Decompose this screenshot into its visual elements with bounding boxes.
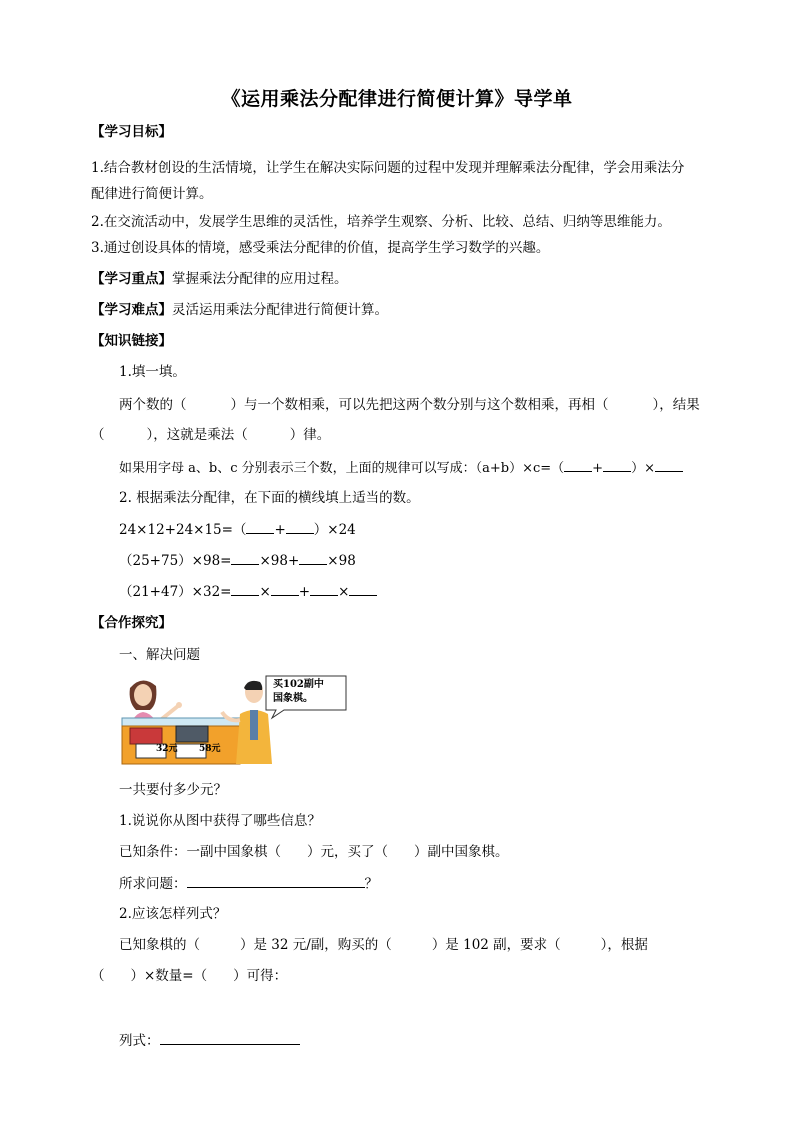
answer-blank[interactable] — [603, 457, 631, 472]
fill-text: ）× — [631, 461, 655, 476]
fill-text: （ — [91, 968, 105, 984]
link-q1-title: 1.填一填。 — [119, 364, 186, 380]
fill-text: 已知象棋的（ — [119, 937, 200, 953]
difficulty-row — [91, 300, 388, 320]
price-tag-1: 32元 — [156, 744, 178, 754]
goal-2: 2.在交流活动中，发展学生思维的灵活性，培养学生观察、分析、比较、总结、归纳等思维能力。 — [91, 214, 671, 230]
fill-text: （ — [91, 427, 105, 443]
fill-text: 已知条件：一副中国象棋（ — [119, 844, 281, 860]
focus-text: 掌握乘法分配律的应用过程。 — [172, 271, 348, 287]
answer-blank[interactable] — [299, 550, 327, 565]
fill-text: （25+75）×98= — [119, 553, 232, 569]
goal-1-line2: 配律进行简便计算。 — [91, 186, 213, 202]
fill-text: ）与一个数相乘，可以先把这两个数分别与这个数相乘，再相（ — [230, 397, 609, 413]
page-title: 《运用乘法分配律进行简便计算》导学单 — [221, 88, 573, 110]
speech-line-2: 国象棋。 — [273, 693, 313, 704]
reasoning-line-2 — [91, 966, 287, 986]
asked-question — [119, 873, 378, 894]
answer-blank[interactable] — [286, 519, 314, 534]
fill-text: ）×24 — [313, 522, 356, 538]
formula-line — [119, 1030, 300, 1051]
price-tag-2: 58元 — [199, 744, 221, 754]
fill-text: ？ — [364, 876, 378, 892]
goal-1-line1: 1.结合教材创设的生活情境，让学生在解决实际问题的过程中发现并理解乘法分配律，学会用乘法分 — [91, 160, 685, 176]
explore-q1: 1.说说你从图中获得了哪些信息？ — [119, 813, 321, 829]
fill-text: × — [338, 584, 350, 600]
fill-text: + — [592, 461, 604, 476]
formula-1 — [119, 519, 356, 540]
fill-text: ）×数量=（ — [130, 968, 208, 984]
formula-3 — [119, 581, 377, 602]
answer-blank[interactable] — [160, 1030, 300, 1045]
link-q1-line3 — [119, 457, 683, 479]
answer-blank[interactable] — [349, 581, 377, 596]
formula-2 — [119, 550, 356, 571]
link-q2-title: 2. 根据乘法分配律，在下面的横线填上适当的数。 — [119, 490, 420, 506]
explore-heading: 【合作探究】 — [91, 615, 172, 631]
fill-text: ）是 32 元/副，购买的（ — [240, 937, 392, 953]
difficulty-text: 灵活运用乘法分配律进行简便计算。 — [172, 302, 388, 318]
fill-text: ），根据 — [600, 937, 648, 953]
fill-text: × — [259, 584, 271, 600]
fill-text: + — [274, 522, 286, 538]
fill-text: ×98 — [327, 553, 356, 569]
link-q1-line1 — [119, 395, 700, 415]
fill-text: ）副中国象棋。 — [414, 844, 509, 860]
shop-illustration — [120, 670, 348, 766]
fill-text: ）可得： — [233, 968, 288, 984]
answer-blank[interactable] — [564, 457, 592, 472]
reasoning-line-1 — [119, 935, 648, 955]
answer-blank[interactable] — [271, 581, 299, 596]
focus-row — [91, 269, 348, 289]
answer-blank[interactable] — [655, 457, 683, 472]
answer-blank[interactable] — [310, 581, 338, 596]
fill-text: ），这就是乘法（ — [146, 427, 248, 443]
fill-text: （21+47）×32= — [119, 584, 232, 600]
fill-text: 24×12+24×15=（ — [119, 522, 247, 538]
answer-blank[interactable] — [187, 873, 365, 888]
fill-text: 所求问题： — [119, 876, 187, 892]
difficulty-heading: 【学习难点】 — [91, 302, 172, 318]
fill-text: ）律。 — [289, 427, 331, 443]
answer-blank[interactable] — [231, 550, 259, 565]
fill-text: 列式： — [119, 1033, 160, 1049]
fill-text: 如果用字母 a、b、c 分别表示三个数，上面的规律可以写成：（a+b）×c=（ — [119, 461, 565, 476]
fill-text: ）元，买了（ — [307, 844, 388, 860]
focus-heading: 【学习重点】 — [91, 271, 172, 287]
known-conditions — [119, 842, 509, 862]
fill-text: ）是 102 副，要求（ — [431, 937, 561, 953]
explore-section: 一、解决问题 — [119, 647, 200, 663]
fill-text: 两个数的（ — [119, 397, 187, 413]
speech-line-1: 买102副中 — [273, 679, 324, 690]
answer-blank[interactable] — [246, 519, 274, 534]
fill-text: ×98+ — [259, 553, 300, 569]
answer-blank[interactable] — [231, 581, 259, 596]
explore-q2: 2.应该怎样列式？ — [119, 906, 227, 922]
shop-counter — [122, 718, 240, 764]
fill-text: + — [298, 584, 311, 600]
link-q1-line2 — [91, 425, 330, 445]
link-heading: 【知识链接】 — [91, 333, 172, 349]
goal-3: 3.通过创设具体的情境，感受乘法分配律的价值，提高学生学习数学的兴趣。 — [91, 240, 550, 256]
goals-heading: 【学习目标】 — [91, 124, 172, 140]
fill-text: ），结果 — [652, 397, 700, 413]
explore-question: 一共要付多少元？ — [119, 782, 227, 798]
